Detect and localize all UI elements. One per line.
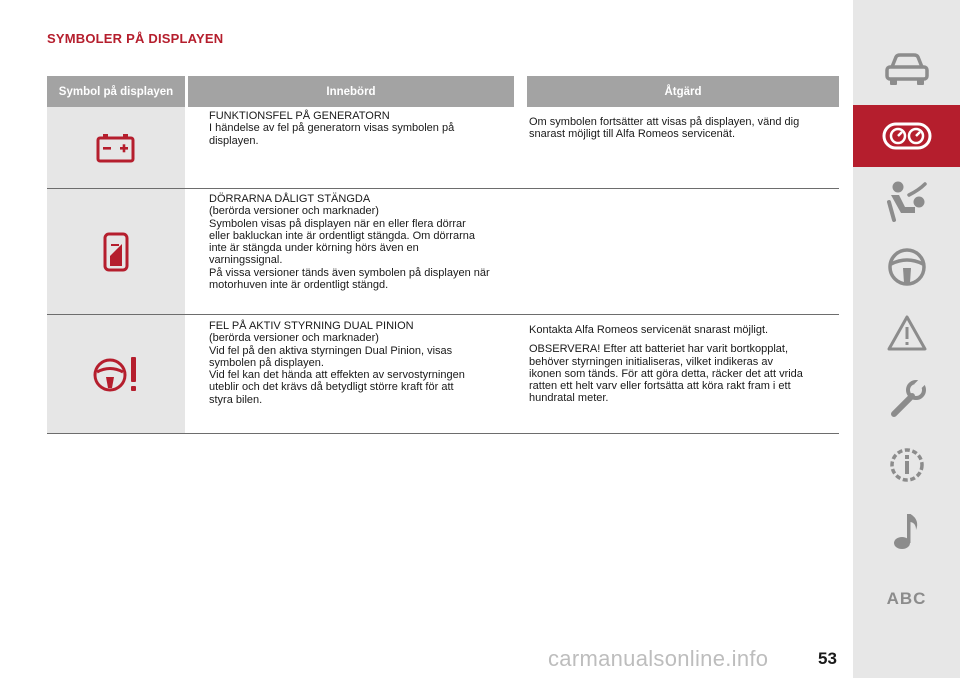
action-line: snarast möjligt till Alfa Romeos servicenät. xyxy=(529,128,736,141)
meaning-line: eller bakluckan inte är ordentligt stängda. Om dörrarna xyxy=(209,229,475,242)
action-cell xyxy=(527,189,834,314)
action-line: OBSERVERA! Efter att batteriet har varit bortkopplat, xyxy=(529,343,789,356)
table-row xyxy=(47,315,839,434)
table-header xyxy=(47,76,839,107)
info-gear-icon xyxy=(885,443,929,487)
meaning-line: motorhuven inte är ordentligt stängd. xyxy=(209,279,389,292)
symbol-cell xyxy=(47,189,185,314)
meaning-cell xyxy=(185,315,527,433)
section-title: SYMBOLER PÅ DISPLAYEN xyxy=(47,31,224,46)
action-line: hundratal meter. xyxy=(529,392,609,405)
action-line: behöver styrningen initialiseras, vilket indikeras av xyxy=(529,355,773,368)
meaning-cell xyxy=(185,107,527,188)
steering-wheel-icon xyxy=(886,246,928,288)
action-line: Om symbolen fortsätter att visas på displayen, vänd dig xyxy=(529,116,800,128)
meaning-line: FEL PÅ AKTIV STYRNING DUAL PINION xyxy=(209,320,414,332)
table-row xyxy=(47,107,839,189)
meaning-cell xyxy=(185,189,527,314)
meaning-line: (berörda versioner och marknader) xyxy=(209,205,379,218)
sidebar-item-safety[interactable] xyxy=(853,170,960,232)
sidebar-item-technical[interactable] xyxy=(853,434,960,496)
action-line: ratten ett helt varv eller fortsätta att köra rakt fram i ett xyxy=(529,380,791,393)
dashboard-gauges-icon xyxy=(882,121,932,151)
meaning-line: inte är stängda under körning hörs även en xyxy=(209,242,419,255)
meaning-line: varningssignal. xyxy=(209,254,283,267)
meaning-line: displayen. xyxy=(209,134,259,147)
meaning-line: FUNKTIONSFEL PÅ GENERATORN xyxy=(209,110,390,122)
warning-triangle-icon xyxy=(886,314,928,352)
meaning-line: DÖRRARNA DÅLIGT STÄNGDA xyxy=(209,193,371,205)
car-icon xyxy=(884,51,930,87)
seat-airbag-icon xyxy=(885,180,929,222)
symbol-cell xyxy=(47,107,185,188)
abc-icon: ABC xyxy=(886,589,927,608)
meaning-line: I händelse av fel på generatorn visas symbolen på xyxy=(209,122,455,135)
sidebar-item-driving[interactable] xyxy=(853,236,960,298)
symbol-table xyxy=(47,76,839,434)
meaning-line: Vid fel på den aktiva styrningen Dual Pinion, visas xyxy=(209,344,453,357)
header-action: Åtgärd xyxy=(527,76,839,107)
header-meaning: Innebörd xyxy=(188,76,514,107)
sidebar-item-warnings[interactable] xyxy=(853,302,960,364)
action-line: ikonen som tänds. För att göra detta, räcker det att vrida xyxy=(529,367,803,380)
meaning-line: På vissa versioner tänds även symbolen på displayen när xyxy=(209,266,490,279)
music-note-icon xyxy=(890,510,924,552)
meaning-line: Vid fel kan det hända att effekten av servostyrningen xyxy=(209,369,465,382)
page-number: 53 xyxy=(818,649,837,668)
sidebar-item-maintenance[interactable] xyxy=(853,368,960,430)
meaning-line: uteblir och det krävs då betydligt större kraft för att xyxy=(209,381,454,394)
wrench-icon xyxy=(886,378,928,420)
action-paragraph xyxy=(529,116,834,141)
action-line: Kontakta Alfa Romeos servicenät snarast möjligt. xyxy=(529,324,769,336)
watermark: carmanualsonline.info xyxy=(548,646,769,671)
door-open-icon xyxy=(103,232,129,272)
meaning-line: (berörda versioner och marknader) xyxy=(209,332,379,345)
sidebar-item-dashboard[interactable] xyxy=(853,105,960,167)
meaning-line: styra bilen. xyxy=(209,393,263,406)
symbol-cell xyxy=(47,315,185,433)
action-cell xyxy=(527,107,834,188)
action-cell xyxy=(527,315,834,433)
action-paragraph xyxy=(529,324,834,336)
steering-warning-icon xyxy=(92,354,140,394)
table-row xyxy=(47,189,839,315)
header-symbol: Symbol på displayen xyxy=(47,76,185,107)
meaning-line: symbolen på displayen. xyxy=(209,356,324,369)
battery-icon xyxy=(96,132,136,164)
sidebar-item-multimedia[interactable] xyxy=(853,500,960,562)
chapter-sidebar xyxy=(853,0,960,678)
sidebar-item-car[interactable] xyxy=(853,38,960,100)
sidebar-item-index[interactable] xyxy=(853,568,960,630)
meaning-line: Symbolen visas på displayen när en eller flera dörrar xyxy=(209,217,466,230)
action-paragraph xyxy=(529,343,834,404)
